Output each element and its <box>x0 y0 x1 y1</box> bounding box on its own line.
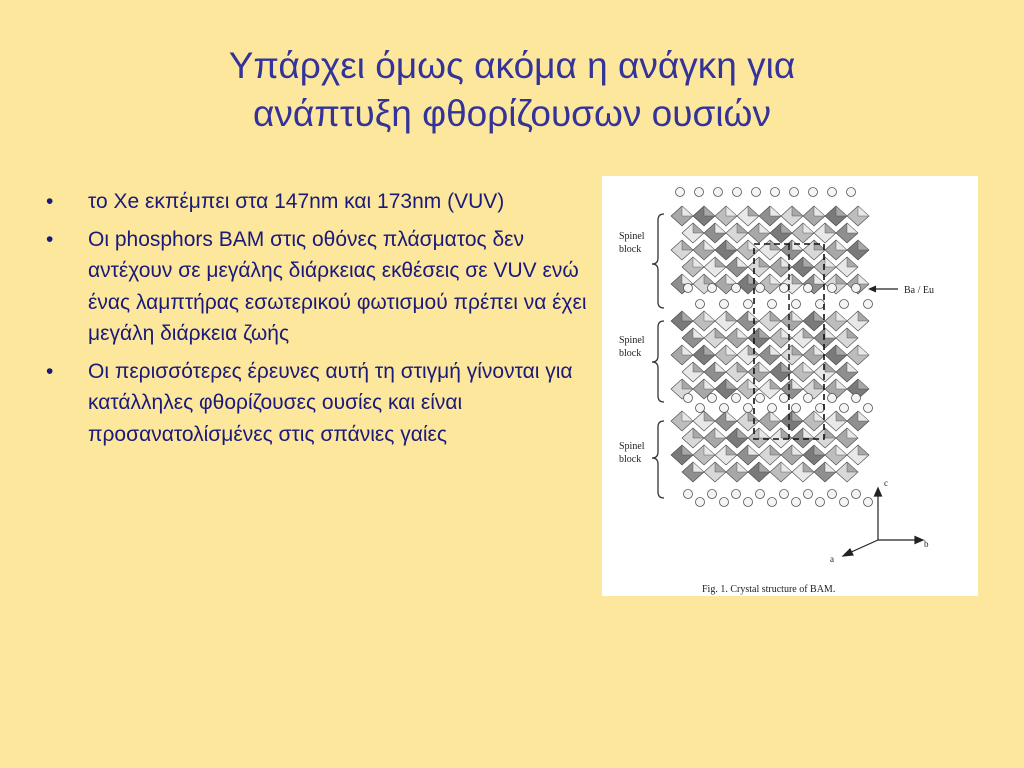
octahedron-facet <box>770 311 781 321</box>
octahedron-facet <box>858 311 869 321</box>
atom-sphere <box>744 300 753 309</box>
octahedron-facet <box>836 206 847 216</box>
atom-sphere <box>732 394 741 403</box>
title-line-2: ανάπτυξη φθορίζουσων ουσιών <box>253 93 771 134</box>
spinel-label: Spinel <box>619 231 645 242</box>
atom-sphere <box>714 188 723 197</box>
atom-sphere <box>816 300 825 309</box>
atom-sphere <box>733 188 742 197</box>
atom-sphere <box>732 490 741 499</box>
octahedron-facet <box>704 411 715 421</box>
atom-sphere <box>708 284 717 293</box>
bullet-list <box>40 186 588 456</box>
atom-sphere <box>696 498 705 507</box>
atom-sphere <box>864 404 873 413</box>
octahedron-facet <box>836 311 847 321</box>
atom-sphere <box>864 300 873 309</box>
spinel-block-brace <box>652 214 664 498</box>
atom-sphere <box>768 404 777 413</box>
octahedron-facet <box>814 206 825 216</box>
spinel-label: Spinel <box>619 441 645 452</box>
bullet-text: το Xe εκπέμπει στα 147nm και 173nm (VUV) <box>88 190 505 213</box>
atom-sphere <box>756 490 765 499</box>
octahedron-facet <box>858 345 869 355</box>
figure-caption: Fig. 1. Crystal structure of BAM. <box>702 584 836 595</box>
bullet-dot-icon: • <box>46 227 54 251</box>
atom-sphere <box>852 284 861 293</box>
spinel-label: block <box>619 454 642 465</box>
atom-sphere <box>840 300 849 309</box>
crystal-structure-diagram <box>602 176 978 596</box>
axis-a-label: a <box>830 554 834 564</box>
atom-sphere <box>732 284 741 293</box>
octahedron-facet <box>858 206 869 216</box>
atom-sphere <box>696 300 705 309</box>
bullet-item <box>40 186 588 218</box>
atom-sphere <box>847 188 856 197</box>
octahedron-facet <box>858 240 869 250</box>
lattice-polyhedra <box>671 188 873 507</box>
atom-sphere <box>771 188 780 197</box>
spinel-label: Spinel <box>619 335 645 346</box>
octahedron-facet <box>748 206 759 216</box>
octahedron-facet <box>770 206 781 216</box>
atom-sphere <box>804 394 813 403</box>
atom-sphere <box>752 188 761 197</box>
atom-sphere <box>852 490 861 499</box>
atom-sphere <box>684 490 693 499</box>
octahedron-facet <box>682 206 693 216</box>
spinel-label: block <box>619 348 642 359</box>
atom-sphere <box>720 300 729 309</box>
atom-sphere <box>708 394 717 403</box>
octahedron-facet <box>792 206 803 216</box>
atom-sphere <box>695 188 704 197</box>
atom-sphere <box>756 284 765 293</box>
ba-eu-label: Ba / Eu <box>904 285 934 296</box>
atom-sphere <box>720 498 729 507</box>
bullet-text: Οι phosphors BAM στις οθόνες πλάσματος δεν αντέχουν σε μεγάλης διάρκειας εκθέσεις σε VUV ενώ ένας λαμπτήρας εσωτερικού φωτισμού πρέπει να έχει μεγάλη διάρκεια ζωής <box>88 227 587 345</box>
atom-sphere <box>768 498 777 507</box>
bullet-item <box>40 356 588 451</box>
octahedron-facet <box>726 311 737 321</box>
atom-sphere <box>840 404 849 413</box>
atom-sphere <box>852 394 861 403</box>
atom-sphere <box>792 498 801 507</box>
octahedron-facet <box>858 445 869 455</box>
atom-sphere <box>828 188 837 197</box>
atom-sphere <box>708 490 717 499</box>
atom-sphere <box>780 490 789 499</box>
octahedron-facet <box>726 206 737 216</box>
atom-sphere <box>792 404 801 413</box>
bullet-text: Οι περισσότερες έρευνες αυτή τη στιγμή γίνονται για κατάλληλες φθορίζουσες ουσίες και είναι προσανατολίσμένες στις σπάνιες γαίες <box>88 359 573 446</box>
atom-sphere <box>828 394 837 403</box>
atom-sphere <box>696 404 705 413</box>
octahedron-facet <box>858 274 869 284</box>
octahedron-facet <box>726 411 737 421</box>
atom-sphere <box>780 394 789 403</box>
octahedron-facet <box>704 206 715 216</box>
atom-sphere <box>780 284 789 293</box>
slide-title <box>90 42 934 138</box>
atom-sphere <box>809 188 818 197</box>
atom-sphere <box>804 284 813 293</box>
bullet-item <box>40 224 588 350</box>
atom-sphere <box>816 404 825 413</box>
atom-sphere <box>684 394 693 403</box>
atom-sphere <box>744 404 753 413</box>
atom-sphere <box>840 498 849 507</box>
atom-sphere <box>792 300 801 309</box>
atom-sphere <box>676 188 685 197</box>
axis-c-label: c <box>884 478 888 488</box>
octahedron-facet <box>682 311 693 321</box>
octahedron-facet <box>682 411 693 421</box>
atom-sphere <box>816 498 825 507</box>
octahedron-facet <box>792 311 803 321</box>
bullet-dot-icon: • <box>46 190 54 213</box>
octahedron-facet <box>704 311 715 321</box>
atom-sphere <box>804 490 813 499</box>
title-line-1: Υπάρχει όμως ακόμα η ανάγκη για <box>228 45 796 86</box>
atom-sphere <box>684 284 693 293</box>
atom-sphere <box>828 284 837 293</box>
atom-sphere <box>720 404 729 413</box>
spinel-label: block <box>619 244 642 255</box>
atom-sphere <box>768 300 777 309</box>
axis-b-label: b <box>924 539 929 549</box>
atom-sphere <box>790 188 799 197</box>
atom-sphere <box>828 490 837 499</box>
atom-sphere <box>744 498 753 507</box>
bullet-dot-icon: • <box>46 359 54 383</box>
crystal-structure-figure <box>602 176 978 596</box>
octahedron-facet <box>858 379 869 389</box>
atom-sphere <box>756 394 765 403</box>
ba-eu-arrow <box>868 286 898 293</box>
atom-sphere <box>864 498 873 507</box>
